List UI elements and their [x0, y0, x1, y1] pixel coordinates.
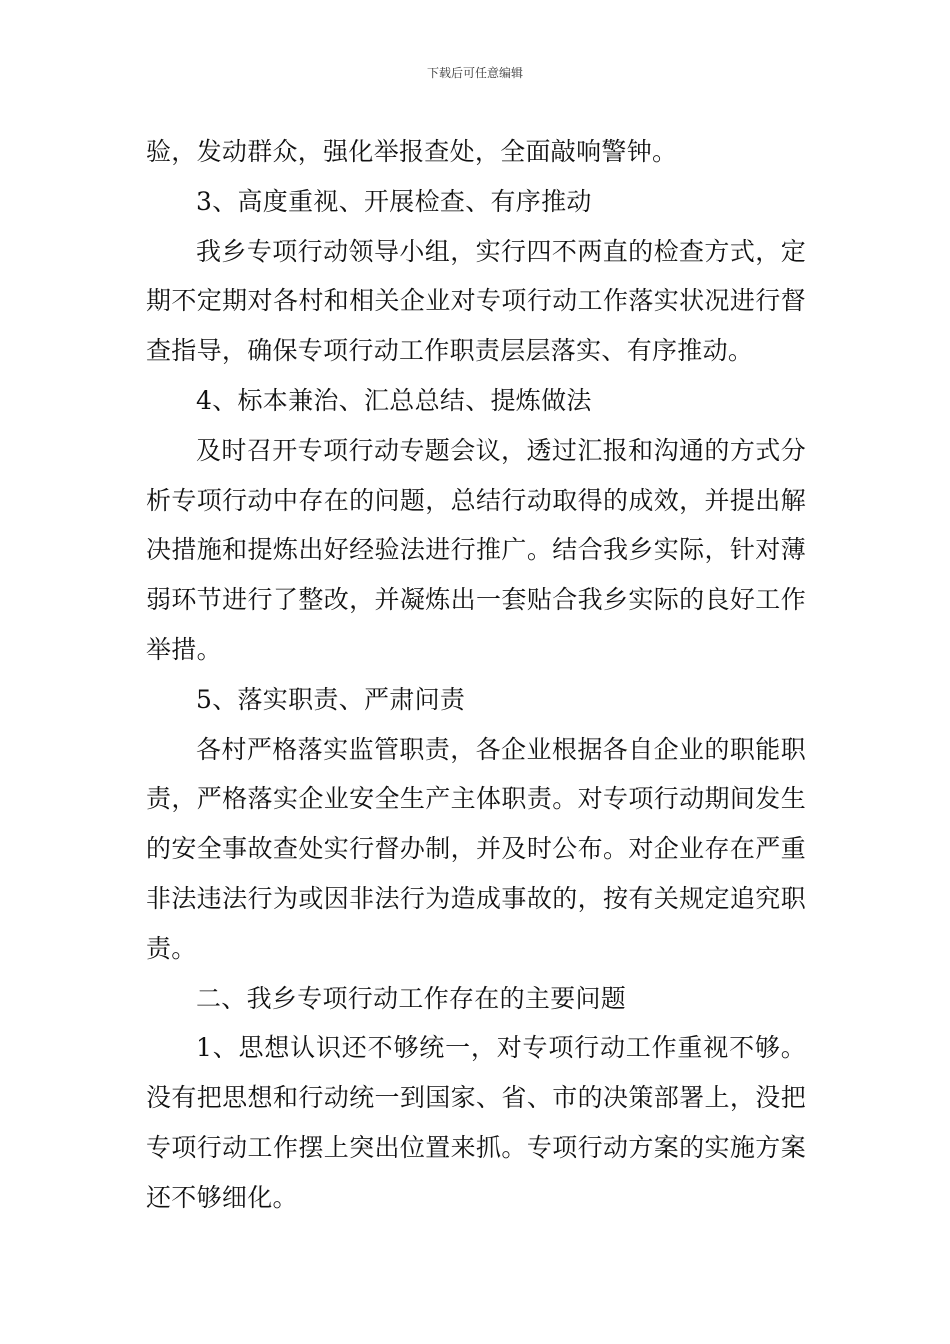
- paragraph-problem-1: 1、思想认识还不够统一，对专项行动工作重视不够。没有把思想和行动统一到国家、省、市的决策部署上，没把专项行动工作摆上突出位置来抓。专项行动方案的实施方案还不够细化。: [146, 1033, 806, 1212]
- subheading-4: 4、标本兼治、汇总总结、提炼做法: [196, 385, 592, 415]
- section-heading-problems: 二、我乡专项行动工作存在的主要问题: [196, 983, 627, 1013]
- paragraph-accountability: 各村严格落实监管职责，各企业根据各自企业的职能职责，严格落实企业安全生产主体职责。对专项行动期间发生的安全事故查处实行督办制，并及时公布。对企业存在严重非法违法行为或因非法行为造成事故的，按有关规定追究职责。: [146, 734, 806, 963]
- paragraph-inspection: 我乡专项行动领导小组，实行四不两直的检查方式，定期不定期对各村和相关企业对专项行动工作落实状况进行督查指导，确保专项行动工作职责层层落实、有序推动。: [146, 236, 806, 366]
- paragraph-summary: 及时召开专项行动专题会议，透过汇报和沟通的方式分析专项行动中存在的问题，总结行动取得的成效，并提出解决措施和提炼出好经验法进行推广。结合我乡实际，针对薄弱环节进行了整改，并凝炼出一套贴合我乡实际的良好工作举措。: [146, 435, 806, 664]
- document-body: [146, 127, 806, 1223]
- page-header-note: 下载后可任意编辑: [426, 66, 523, 80]
- subheading-5: 5、落实职责、严肃问责: [196, 684, 466, 714]
- paragraph-continuation: 验，发动群众，强化举报查处，全面敲响警钟。: [146, 137, 678, 166]
- subheading-3: 3、高度重视、开展检查、有序推动: [196, 186, 592, 216]
